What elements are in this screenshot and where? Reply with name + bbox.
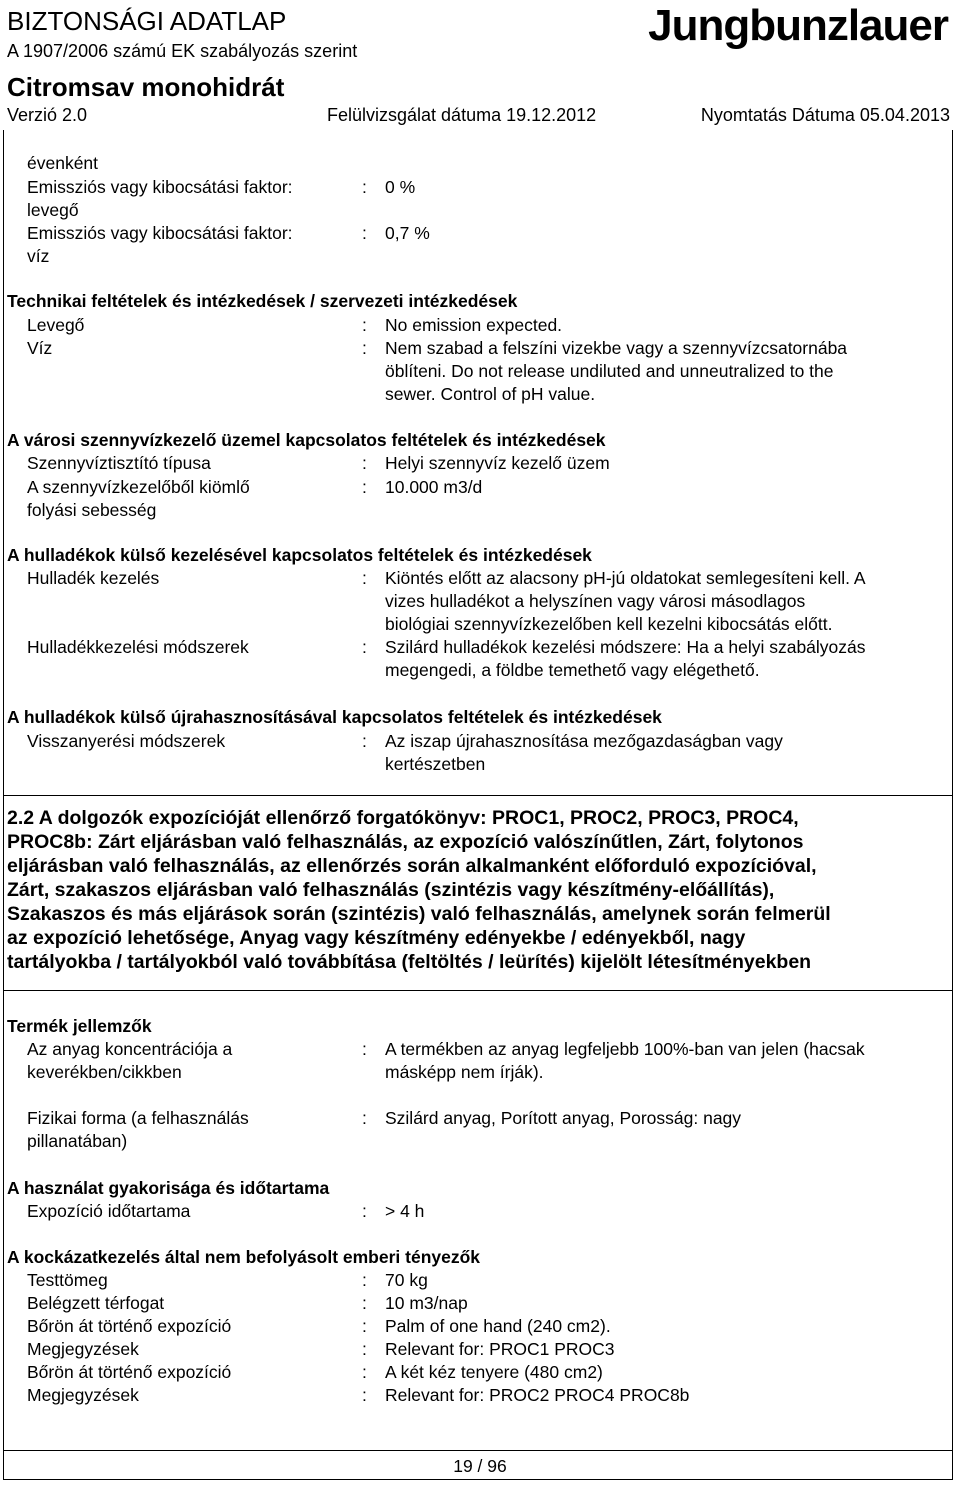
- emission-air-value: 0 %: [385, 177, 416, 197]
- emission-water-label: Emissziós vagy kibocsátási faktor:: [27, 223, 293, 243]
- product-name: Citromsav monohidrát: [7, 72, 285, 102]
- waste-treat-label: Hulladék kezelés: [27, 568, 160, 588]
- human-row-value: Palm of one hand (240 cm2).: [385, 1316, 611, 1336]
- product-form-value: Szilárd anyag, Porított anyag, Porosság: nagy: [385, 1108, 742, 1128]
- waste-treat-value-1: Kiöntés előtt az alacsony pH-jú oldatokat semlegesíteni kell. A: [385, 568, 866, 588]
- scenario-title-line: eljárásban való felhasználás, az ellenőrzés során alkalmanként előforduló expozícióval,: [7, 855, 817, 877]
- colon: :: [362, 477, 367, 497]
- human-row-label: Testtömeg: [27, 1270, 108, 1290]
- company-logo: Jungbunzlauer: [648, 1, 948, 50]
- stp-flow-label-1: A szennyvízkezelőből kiömlő: [27, 477, 250, 497]
- page-number: 19 / 96: [453, 1456, 507, 1476]
- colon: :: [362, 1201, 367, 1221]
- product-conc-label-2: keverékben/cikkben: [27, 1062, 182, 1082]
- tech-air-label: Levegő: [27, 315, 85, 335]
- tech-water-value-1: Nem szabad a felszíni vizekbe vagy a szennyvízcsatornába: [385, 338, 848, 358]
- product-conc-value-2: másképp nem írják).: [385, 1062, 544, 1082]
- scenario-title-line: Szakaszos és más eljárások során (szintézis) való felhasználás, amelynek során felmerül: [7, 903, 831, 925]
- tech-heading: Technikai feltételek és intézkedések / szervezeti intézkedések: [7, 291, 518, 311]
- human-row-label: Belégzett térfogat: [27, 1293, 165, 1313]
- section-divider: [3, 990, 953, 991]
- footer-divider: [3, 1450, 953, 1451]
- colon: :: [362, 1316, 367, 1336]
- human-row-label: Bőrön át történő expozíció: [27, 1362, 232, 1382]
- colon: :: [362, 568, 367, 588]
- tech-water-value-3: sewer. Control of pH value.: [385, 384, 596, 404]
- colon: :: [362, 315, 367, 335]
- section-divider: [3, 795, 953, 796]
- revision-date: Felülvizsgálat dátuma 19.12.2012: [327, 105, 597, 125]
- colon: :: [362, 1293, 367, 1313]
- stp-type-label: Szennyvíztisztító típusa: [27, 453, 211, 473]
- colon: :: [362, 177, 367, 197]
- colon: :: [362, 1385, 367, 1405]
- waste-method-label: Hulladékkezelési módszerek: [27, 637, 249, 657]
- tech-air-value: No emission expected.: [385, 315, 563, 335]
- human-row-label: Bőrön át történő expozíció: [27, 1316, 232, 1336]
- tech-water-value-2: öblíteni. Do not release undiluted and unneutralized to the: [385, 361, 834, 381]
- recycle-label: Visszanyerési módszerek: [27, 731, 226, 751]
- print-date: Nyomtatás Dátuma 05.04.2013: [700, 105, 950, 125]
- colon: :: [362, 1362, 367, 1382]
- scenario-title-line: PROC8b: Zárt eljárásban való felhasználás, az expozíció valószínűtlen, Zárt, folytonos: [7, 831, 804, 853]
- product-conc-value-1: A termékben az anyag legfeljebb 100%-ban van jelen (hacsak: [385, 1039, 865, 1059]
- colon: :: [362, 1039, 367, 1059]
- human-row-value: Relevant for: PROC1 PROC3: [385, 1339, 615, 1359]
- human-row-value: Relevant for: PROC2 PROC4 PROC8b: [385, 1385, 690, 1405]
- recycle-value-2: kertészetben: [385, 754, 486, 774]
- human-row-value: 10 m3/nap: [385, 1293, 468, 1313]
- product-heading: Termék jellemzők: [7, 1016, 152, 1036]
- emission-air-label: Emissziós vagy kibocsátási faktor:: [27, 177, 293, 197]
- emission-period: évenként: [27, 153, 99, 173]
- colon: :: [362, 731, 367, 751]
- scenario-title-line: az expozíció lehetősége, Anyag vagy készítmény edényekbe / edényekből, nagy: [7, 927, 746, 949]
- regulation-line: A 1907/2006 számú EK szabályozás szerint: [7, 41, 358, 61]
- product-form-label-1: Fizikai forma (a felhasználás: [27, 1108, 249, 1128]
- waste-method-value-2: megengedi, a földbe temethető vagy elégethető.: [385, 660, 760, 680]
- human-row-value: 70 kg: [385, 1270, 428, 1290]
- emission-water-value: 0,7 %: [385, 223, 430, 243]
- stp-type-value: Helyi szennyvíz kezelő üzem: [385, 453, 610, 473]
- waste-heading: A hulladékok külső kezelésével kapcsolatos feltételek és intézkedések: [7, 545, 592, 565]
- colon: :: [362, 637, 367, 657]
- product-conc-label-1: Az anyag koncentrációja a: [27, 1039, 233, 1059]
- stp-flow-value: 10.000 m3/d: [385, 477, 483, 497]
- scenario-title-line: Zárt, szakaszos eljárásban való felhasználás (szintézis vagy készítmény-előállítás),: [7, 879, 775, 901]
- colon: :: [362, 223, 367, 243]
- tech-water-label: Víz: [27, 338, 53, 358]
- colon: :: [362, 1339, 367, 1359]
- product-form-label-2: pillanatában): [27, 1131, 128, 1151]
- frequency-value: > 4 h: [385, 1201, 425, 1221]
- colon: :: [362, 453, 367, 473]
- colon: :: [362, 338, 367, 358]
- human-heading: A kockázatkezelés által nem befolyásolt emberi tényezők: [7, 1247, 481, 1267]
- frequency-heading: A használat gyakorisága és időtartama: [7, 1178, 330, 1198]
- scenario-title-line: 2.2 A dolgozók expozícióját ellenőrző forgatókönyv: PROC1, PROC2, PROC3, PROC4,: [7, 807, 799, 829]
- emission-air-label-2: levegő: [27, 200, 79, 220]
- waste-treat-value-3: biológiai szennyvízkezelőben kell kezelni kibocsátás előtt.: [385, 614, 833, 634]
- human-row-label: Megjegyzések: [27, 1339, 139, 1359]
- scenario-title-line: tartályokba / tartályokból való továbbítása (feltöltés / leürítés) kijelölt létesítményekben: [7, 951, 812, 973]
- version: Verzió 2.0: [7, 105, 88, 125]
- waste-method-value-1: Szilárd hulladékok kezelési módszere: Ha a helyi szabályozás: [385, 637, 866, 657]
- stp-flow-label-2: folyási sebesség: [27, 500, 157, 520]
- recycle-value-1: Az iszap újrahasznosítása mezőgazdaságban vagy: [385, 731, 783, 751]
- waste-treat-value-2: vizes hulladékot a helyszínen vagy városi másodlagos: [385, 591, 806, 611]
- colon: :: [362, 1270, 367, 1290]
- human-row-value: A két kéz tenyere (480 cm2): [385, 1362, 603, 1382]
- human-row-label: Megjegyzések: [27, 1385, 139, 1405]
- emission-water-label-2: víz: [27, 246, 50, 266]
- colon: :: [362, 1108, 367, 1128]
- document-title: BIZTONSÁGI ADATLAP: [7, 6, 287, 36]
- stp-heading: A városi szennyvízkezelő üzemel kapcsolatos feltételek és intézkedések: [7, 430, 606, 450]
- recycle-heading: A hulladékok külső újrahasznosításával kapcsolatos feltételek és intézkedések: [7, 707, 662, 727]
- frequency-label: Expozíció időtartama: [27, 1201, 191, 1221]
